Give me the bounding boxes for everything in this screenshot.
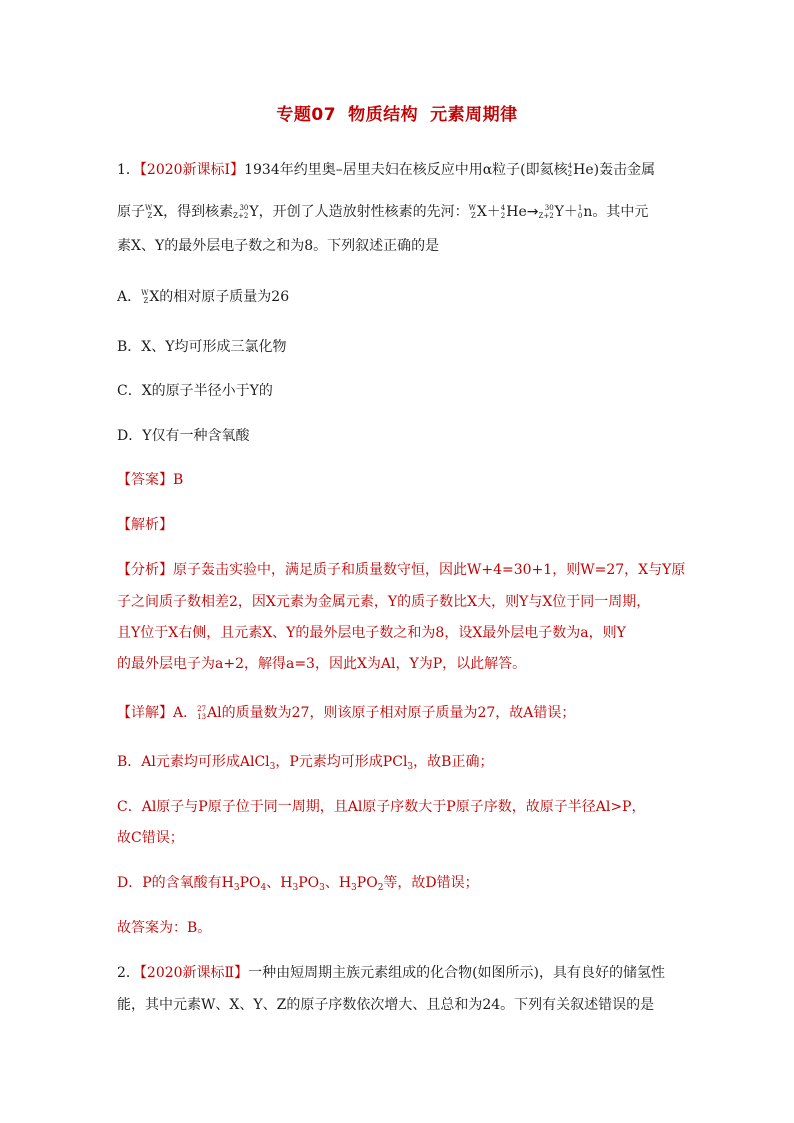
eq-y-nuclide: 30 Z+2 [538,204,554,220]
page-title: 专题07 物质结构 元素周期律 [276,105,518,125]
q2-line-1: 2．【2020新课标Ⅱ】一种由短周期主族元素组成的化合物(如图所示)，具有良好的储氢性 [117,965,666,981]
eq-x-nuclide: W Z [468,204,476,220]
y-nuclide: 30 Z+2 [233,204,249,220]
q1-line-3: 素X、Y的最外层电子数之和为8。下列叙述正确的是 [117,238,440,254]
eq-he-nuclide: 4 2 [500,204,506,220]
q1-detail-b: B．Al元素均可形成AlCl$_3$，P元素均可形成PCl$_3$，故B正确； [117,754,494,772]
q1-line-1: 1．【2020新课标Ⅰ】1934年约里奥–居里夫妇在核反应中用α粒子(即氦核 4 2 He)轰击金属 [117,162,656,178]
neutron-nuclide: 1 0 [577,204,583,220]
q1-conclusion: 故答案为：B。 [117,920,212,936]
q1-detail-c-1: C．Al原子与P原子位于同一周期，且Al原子序数大于P原子序数，故原子半径Al>P， [117,799,646,815]
x-nuclide: W Z [145,204,153,220]
q1-line-2: 原子 W Z X，得到核素 30 Z+2 Y，开创了人造放射性核素的先河： W Z X＋ 4 2 He→ 30 Z+2 Y＋ 1 0 n。其中元 [117,204,649,220]
q1-answer: 【答案】B [117,472,184,488]
q2-source-tag: 【2020新课标Ⅱ】 [139,965,249,981]
q1-analysis-line-3: 且Y位于X右侧，且元素X、Y的最外层电子数之和为8，设X最外层电子数为a，则Y [117,625,626,641]
al-nuclide: 27 13 [197,705,207,721]
q1-analysis-line-1: 【分析】原子轰击实验中，满足质子和质量数守恒，因此W+4=30+1，则W=27，X与Y原 [117,562,686,578]
q1-option-a: A． W Z X的相对原子质量为26 [117,289,290,305]
q1-analysis-heading: 【解析】 [117,517,173,533]
q2-line-2: 能，其中元素W、X、Y、Z的原子序数依次增大、且总和为24。下列有关叙述错误的是 [117,997,655,1013]
helium-nuclide: 4 2 [567,162,573,178]
q1-option-b: B．X、Y均可形成三氯化物 [117,339,287,355]
q1-detail-a: 【详解】A． 27 13 Al的质量数为27，则该原子相对原子质量为27，故A错误； [117,705,576,721]
q1-option-c: C．X的原子半径小于Y的 [117,383,273,399]
q1-source-tag: 【2020新课标Ⅰ】 [139,162,245,178]
q1-option-d: D．Y仅有一种含氧酸 [117,428,250,444]
q1-analysis-line-2: 子之间质子数相差2，因X元素为金属元素，Y的质子数比X大，则Y与X位于同一周期， [117,594,651,610]
q1-detail-c-2: 故C错误； [117,830,184,846]
q1-analysis-line-4: 的最外层电子为a+2，解得a=3，因此X为Al，Y为P，以此解答。 [117,656,527,672]
reaction-arrow-icon: → [526,204,539,220]
q1-detail-d: D．P的含氧酸有$H_3PO_4$、$H_3PO_3$、$H_3PO_2$等，故D错误； [117,875,479,893]
